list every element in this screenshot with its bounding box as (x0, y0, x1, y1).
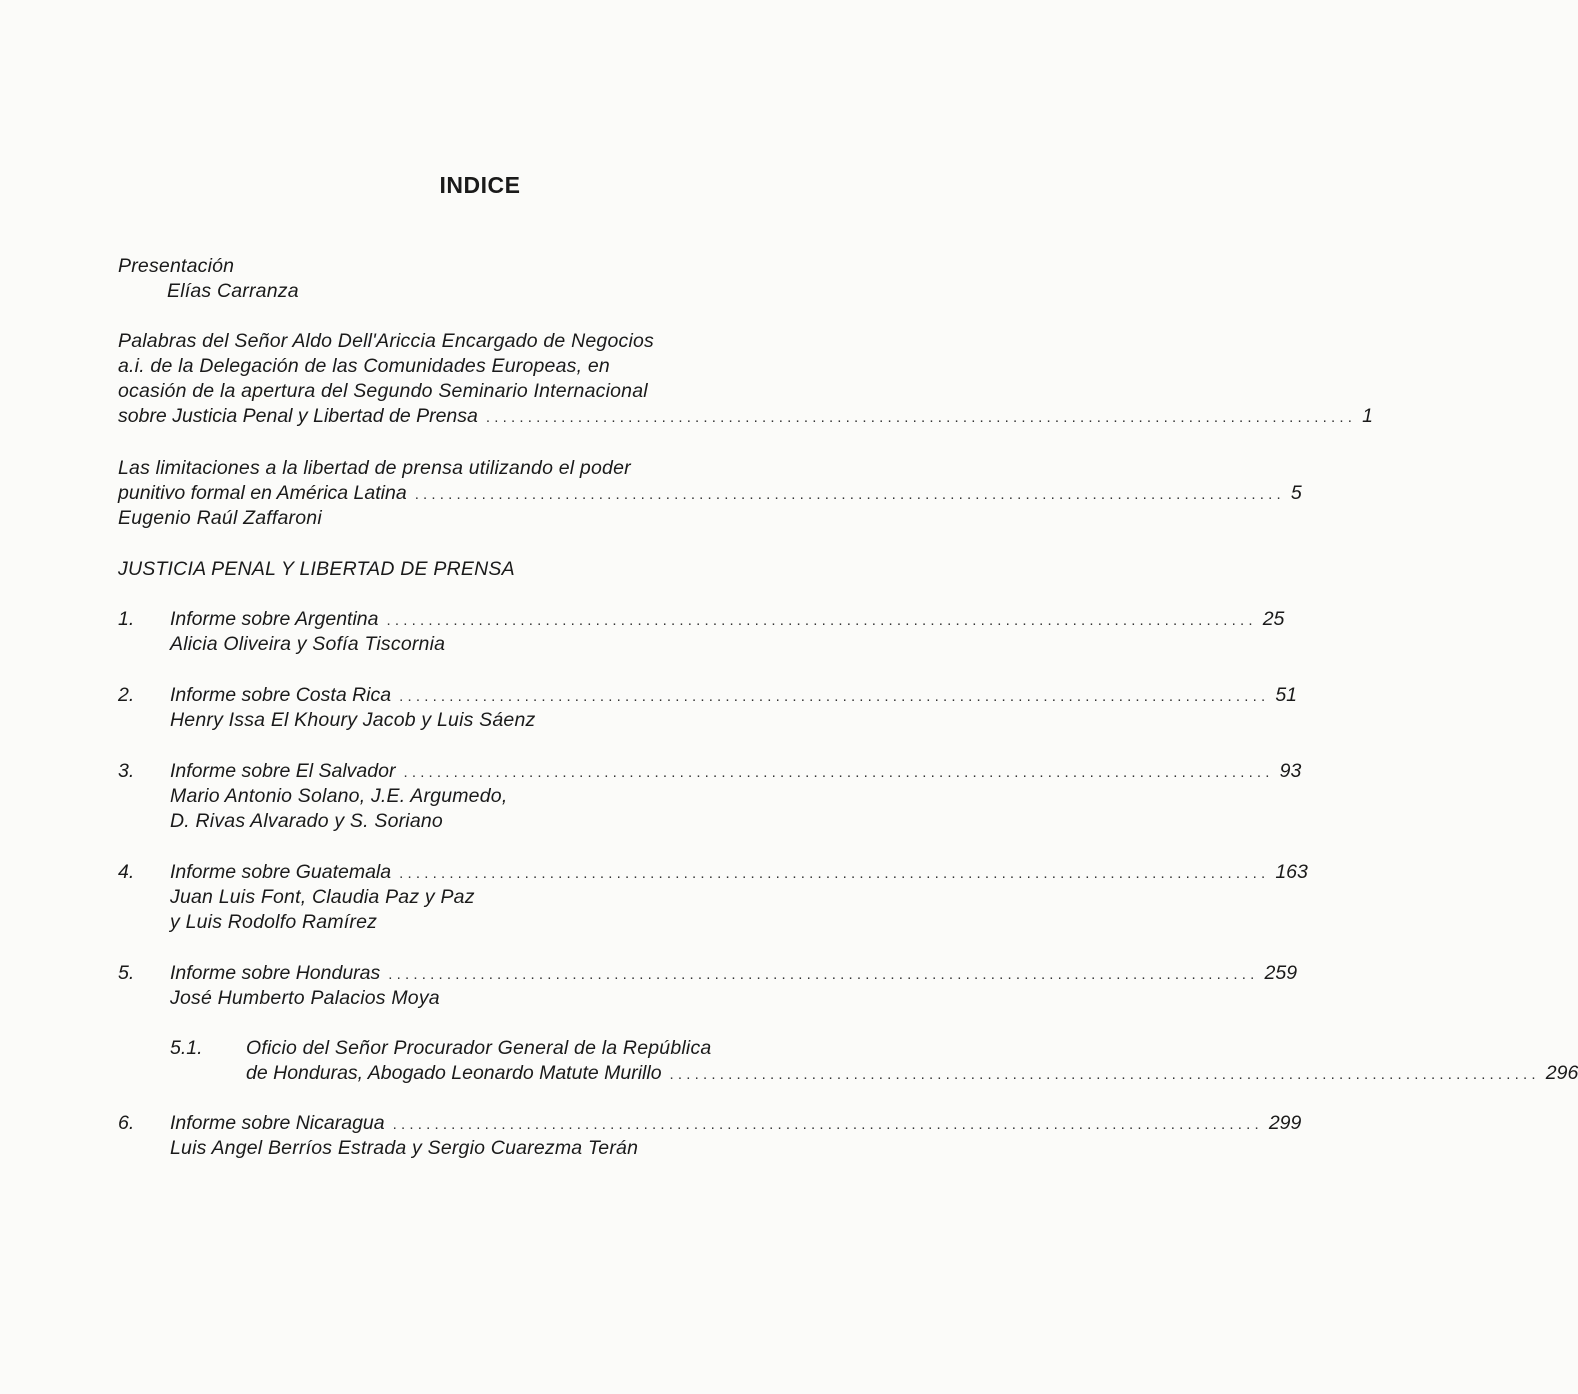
entry-author: Luis Angel Berríos Estrada y Sergio Cuarezma Terán (170, 1137, 639, 1159)
sub-entry-line-2: de Honduras, Abogado Leonardo Matute Murillo (246, 1062, 662, 1084)
toc-line-palabras (118, 404, 1373, 430)
dot-leader: ........................................................................................................ (392, 1116, 1263, 1133)
dot-leader: ........................................................................................................ (403, 764, 1274, 781)
entry-number: 2. (118, 684, 135, 706)
section-heading: JUSTICIA PENAL Y LIBERTAD DE PRENSA (118, 558, 515, 580)
limitaciones-line-2: punitivo formal en América Latina (118, 482, 407, 504)
toc-entry (170, 1111, 1302, 1137)
page-number: 296 (1545, 1062, 1578, 1084)
dot-leader: ........................................................................................................ (669, 1066, 1540, 1083)
entry-title: Informe sobre El Salvador (170, 760, 396, 782)
limitaciones-line-1: Las limitaciones a la libertad de prensa utilizando el poder (118, 457, 631, 479)
toc-entry (170, 683, 1298, 709)
entry-title: Informe sobre Honduras (170, 962, 381, 984)
toc-entry (170, 607, 1285, 633)
entry-number: 4. (118, 861, 135, 883)
entry-title: Informe sobre Nicaragua (170, 1112, 385, 1134)
entry-title: Informe sobre Costa Rica (170, 684, 392, 706)
entry-number: 3. (118, 760, 135, 782)
dot-leader: ........................................................................................................ (399, 865, 1270, 882)
entry-author: D. Rivas Alvarado y S. Soriano (170, 810, 443, 832)
palabras-line-2: a.i. de la Delegación de las Comunidades Europeas, en (118, 355, 610, 377)
dot-leader: ........................................................................................................ (414, 486, 1285, 503)
toc-line-limitaciones (118, 481, 1302, 507)
presentacion-author: Elías Carranza (167, 280, 299, 302)
toc-entry (170, 759, 1302, 785)
entry-number: 5. (118, 962, 135, 984)
entry-author: Mario Antonio Solano, J.E. Argumedo, (170, 785, 508, 807)
entry-number: 1. (118, 608, 135, 630)
page-number: 25 (1262, 608, 1285, 630)
limitaciones-author: Eugenio Raúl Zaffaroni (118, 507, 322, 529)
toc-sub-entry (246, 1061, 1578, 1087)
entry-author: José Humberto Palacios Moya (170, 987, 440, 1009)
page-number: 259 (1264, 962, 1298, 984)
page-number: 163 (1275, 861, 1308, 883)
toc-entry (170, 961, 1298, 987)
entry-title: Informe sobre Guatemala (170, 861, 392, 883)
entry-author: y Luis Rodolfo Ramírez (170, 911, 378, 933)
entry-title: Informe sobre Argentina (170, 608, 379, 630)
toc-entry (170, 860, 1308, 886)
sub-entry-number: 5.1. (170, 1037, 203, 1059)
page-number: 5 (1290, 482, 1302, 504)
sub-entry-line-1: Oficio del Señor Procurador General de la República (246, 1037, 712, 1059)
page-number: 93 (1279, 760, 1302, 782)
palabras-line-3: ocasión de la apertura del Segundo Seminario Internacional (118, 380, 648, 402)
entry-author: Juan Luis Font, Claudia Paz y Paz (170, 886, 475, 908)
presentacion-label: Presentación (118, 255, 235, 277)
entry-author: Alicia Oliveira y Sofía Tiscornia (170, 633, 446, 655)
dot-leader: ........................................................................................................ (399, 688, 1270, 705)
page-number: 299 (1268, 1112, 1302, 1134)
dot-leader: ........................................................................................................ (386, 612, 1257, 629)
page-number: 51 (1275, 684, 1298, 706)
palabras-line-1: Palabras del Señor Aldo Dell'Ariccia Encargado de Negocios (118, 330, 654, 352)
dot-leader: ........................................................................................................ (485, 409, 1357, 426)
palabras-last-line: sobre Justicia Penal y Libertad de Prensa (118, 405, 478, 427)
page-number: 1 (1362, 405, 1373, 427)
entry-number: 6. (118, 1112, 135, 1134)
page-title: INDICE (439, 172, 521, 198)
entry-author: Henry Issa El Khoury Jacob y Luis Sáenz (170, 709, 536, 731)
dot-leader: ........................................................................................................ (388, 966, 1259, 983)
